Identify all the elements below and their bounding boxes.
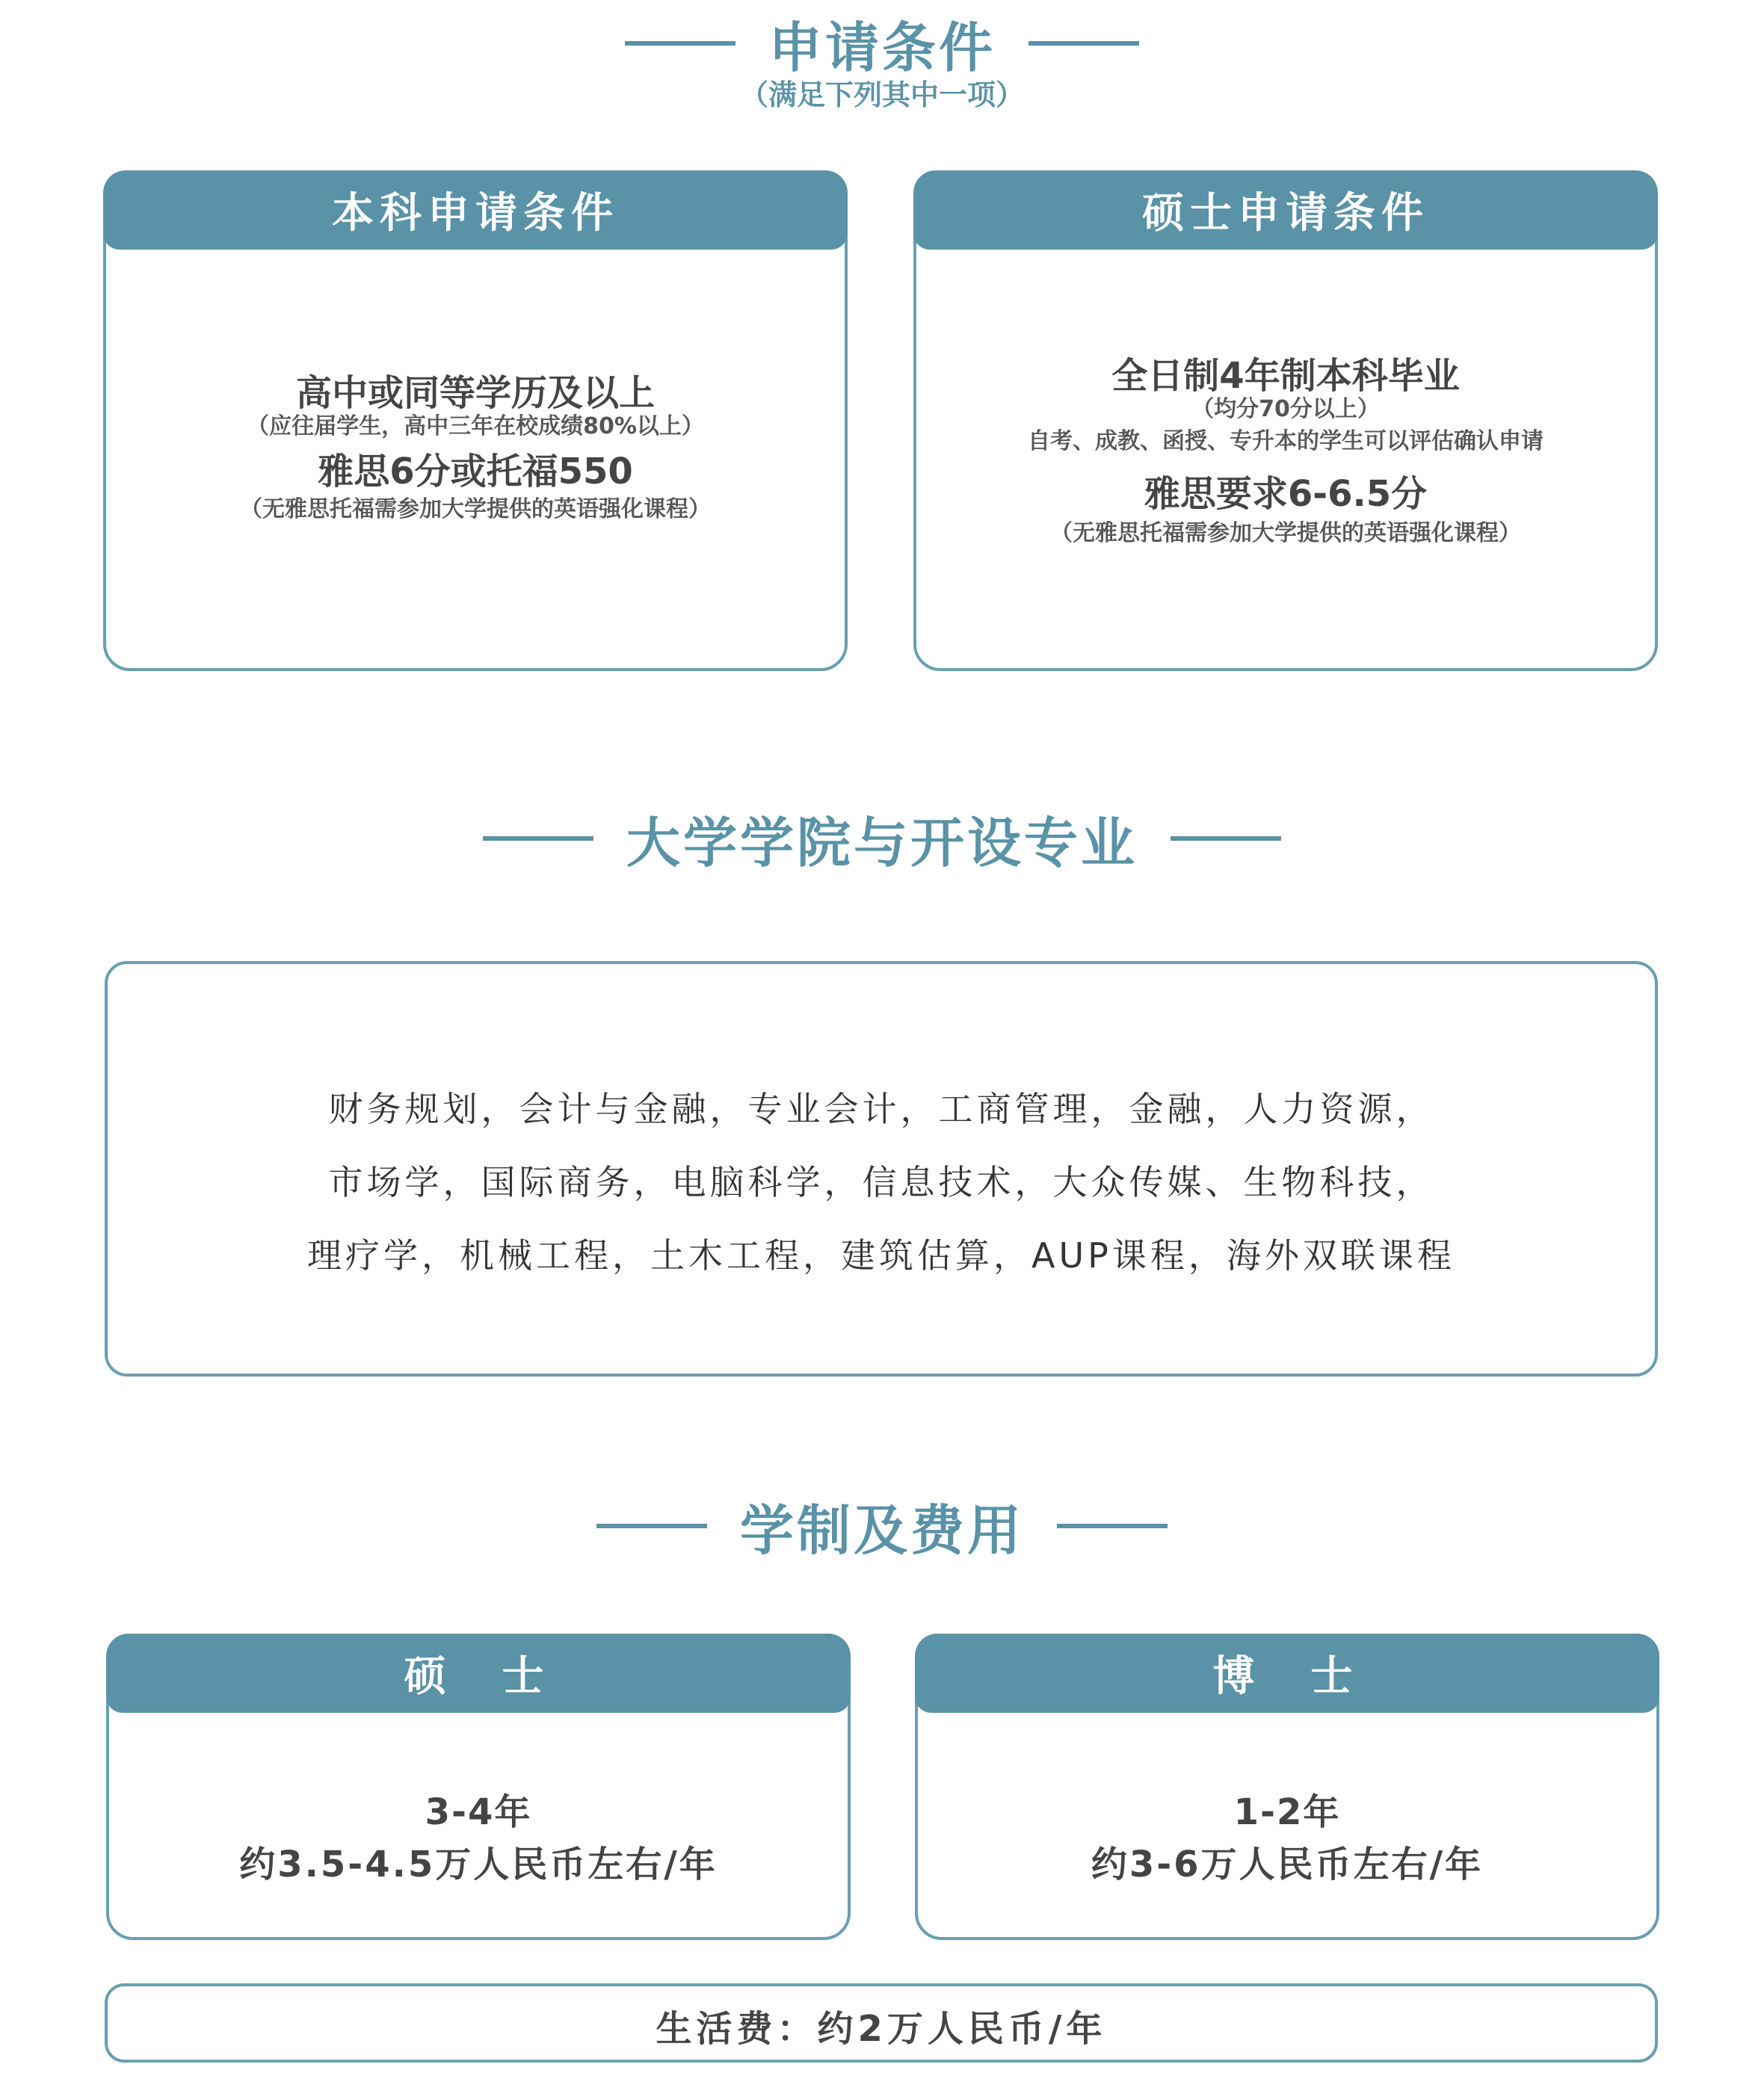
living-cost-text: 生活费：约2万人民币/年	[656, 2008, 1107, 2050]
bachelor-requirements-card	[103, 170, 848, 671]
master-fee-card	[106, 1634, 851, 1940]
title-rule-right	[1057, 1524, 1168, 1528]
bachelor-card-header: 本科申请条件	[103, 170, 848, 250]
phd-duration: 1-2年	[1233, 1791, 1341, 1833]
section-title-majors	[0, 801, 1764, 876]
majors-line-2: 市场学，国际商务，电脑科学，信息技术，大众传媒、生物科技，	[328, 1162, 1434, 1202]
majors-box	[105, 961, 1658, 1377]
master-req-degree: 全日制4年制本科毕业	[1111, 355, 1460, 397]
phd-fee: 约3-6万人民币左右/年	[1091, 1844, 1484, 1885]
bachelor-req-language: 雅思6分或托福550	[318, 451, 633, 492]
master-req-gpa-note: （均分70分以上）	[1191, 396, 1380, 422]
majors-line-3: 理疗学，机械工程，土木工程，建筑估算，AUP课程，海外双联课程	[307, 1235, 1455, 1276]
majors-line-1: 财务规划，会计与金融，专业会计，工商管理，金融，人力资源，	[328, 1089, 1434, 1129]
section-title-tuition-text: 学制及费用	[739, 1499, 1024, 1562]
master-duration: 3-4年	[425, 1791, 532, 1833]
section-title-apply	[0, 6, 1764, 81]
section-title-apply-text: 申请条件	[768, 16, 996, 79]
section-title-tuition	[0, 1489, 1764, 1563]
title-rule-left	[625, 41, 735, 46]
master-req-language-note: （无雅思托福需参加大学提供的英语强化课程）	[1050, 520, 1521, 546]
title-rule-left	[596, 1524, 707, 1528]
title-rule-left	[483, 836, 593, 841]
bachelor-req-education-note: （应往届学生，高中三年在校成绩80%以上）	[247, 413, 704, 439]
section-subtitle-apply: （满足下列其中一项）	[739, 78, 1024, 111]
master-fee-header: 硕 士	[106, 1634, 851, 1713]
phd-fee-card	[915, 1634, 1659, 1940]
bachelor-req-language-note: （无雅思托福需参加大学提供的英语强化课程）	[240, 496, 711, 522]
title-rule-right	[1029, 41, 1139, 46]
title-rule-right	[1171, 836, 1281, 841]
living-cost-bar	[105, 1983, 1658, 2063]
master-fee: 约3.5-4.5万人民币左右/年	[239, 1844, 718, 1885]
section-title-majors-text: 大学学院与开设专业	[626, 812, 1138, 874]
master-requirements-card	[913, 170, 1658, 671]
bachelor-req-education: 高中或同等学历及以上	[295, 372, 655, 414]
master-card-header: 硕士申请条件	[913, 170, 1658, 250]
master-req-language: 雅思要求6-6.5分	[1144, 473, 1428, 515]
phd-fee-header: 博 士	[915, 1634, 1659, 1713]
master-req-other-students: 自考、成教、函授、专升本的学生可以评估确认申请	[1028, 428, 1544, 454]
